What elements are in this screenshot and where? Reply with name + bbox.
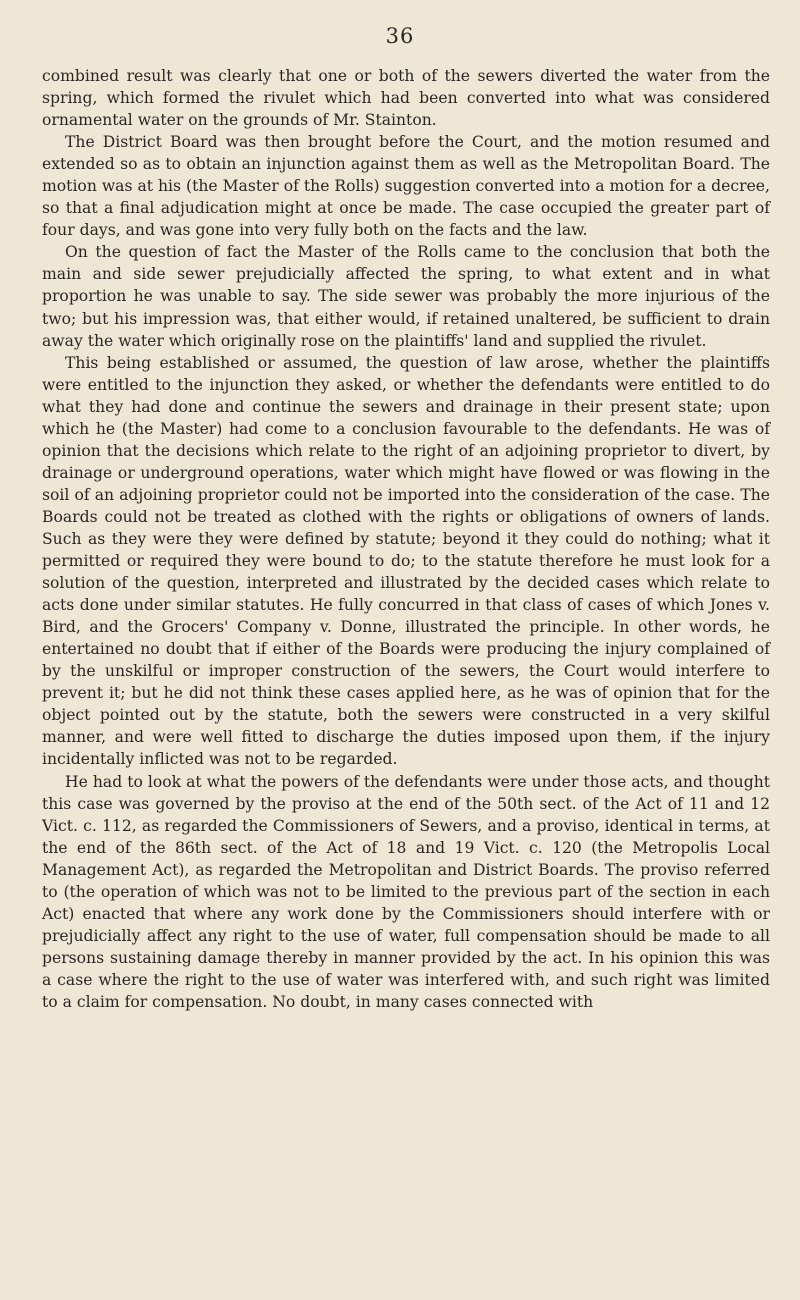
paragraph: He had to look at what the powers of the defendants were under those acts, and thought this case was governed by the proviso at the end of the 50th sect. of the Act of 11 and 12 Vict. c. 112, as regarded the Commissioners of Sewers, and a proviso, identical in terms, at the end of the 86th sect. of the Act of 18 and 19 Vict. c. 120 (the Metropolis Local Management Act), as regarded the Metropolitan and District Boards. The proviso referred to (the operation of which was not to be limited to the previous part of the section in each Act) enacted that where any work done by the Commissioners should interfere with or prejudicially affect any right to the use of water, full compensation should be made to all persons sustaining damage thereby in manner provided by the act. In his opinion this was a case where the right to the use of water was interfered with, and such right was limited to a claim for compensation. No doubt, in many cases connected with	[42, 772, 770, 1011]
paragraph: The District Board was then brought before the Court, and the motion resumed and extended so as to obtain an injunction against them as well as the Metropolitan Board. The motion was at his (the Master of the Rolls) suggestion converted into a motion for a decree, so that a final adjudication might at once be made. The case occupied the greater part of four days, and was gone into very fully both on the facts and the law.	[42, 133, 770, 240]
page-number: 36	[385, 24, 415, 48]
body-text	[42, 65, 770, 1013]
paragraph-continued: combined result was clearly that one or both of the sewers diverted the water from the spring, which formed the rivulet which had been converted into what was considered ornamental water on the grounds of Mr. Stainton.	[42, 67, 770, 130]
paragraph: On the question of fact the Master of the Rolls came to the conclusion that both the main and side sewer prejudicially affected the spring, to what extent and in what proportion he was unable to say. The side sewer was probably the more injurious of the two; but his impression was, that either would, if retained unaltered, be sufficient to drain away the water which originally rose on the plaintiffs' land and supplied the rivulet.	[42, 243, 770, 350]
paragraph: This being established or assumed, the question of law arose, whether the plaintiffs were entitled to the injunction they asked, or whether the defendants were entitled to do what they had done and continue the sewers and drainage in their present state; upon which he (the Master) had come to a conclusion favourable to the defendants. He was of opinion that the decisions which relate to the right of an adjoining proprietor to divert, by drainage or underground operations, water which might have flowed or was flowing in the soil of an adjoining proprietor could not be imported into the consideration of the case. The Boards could not be treated as clothed with the rights or obligations of owners of lands. Such as they were they were defined by statute; beyond it they could do nothing; what it permitted or required they were bound to do; to the statute therefore he must look for a solution of the question, interpreted and illustrated by the decided cases which relate to acts done under similar statutes. He fully concurred in that class of cases of which Jones v. Bird, and the Grocers' Company v. Donne, illustrated the principle. In other words, he entertained no doubt that if either of the Boards were producing the injury complained of by the unskilful or improper construction of the sewers, the Court would interfere to prevent it; but he did not think these cases applied here, as he was of opinion that for the object pointed out by the statute, both the sewers were constructed in a very skilful manner, and were well fitted to discharge the duties imposed upon them, if the injury incidentally inflicted was not to be regarded.	[42, 353, 770, 769]
